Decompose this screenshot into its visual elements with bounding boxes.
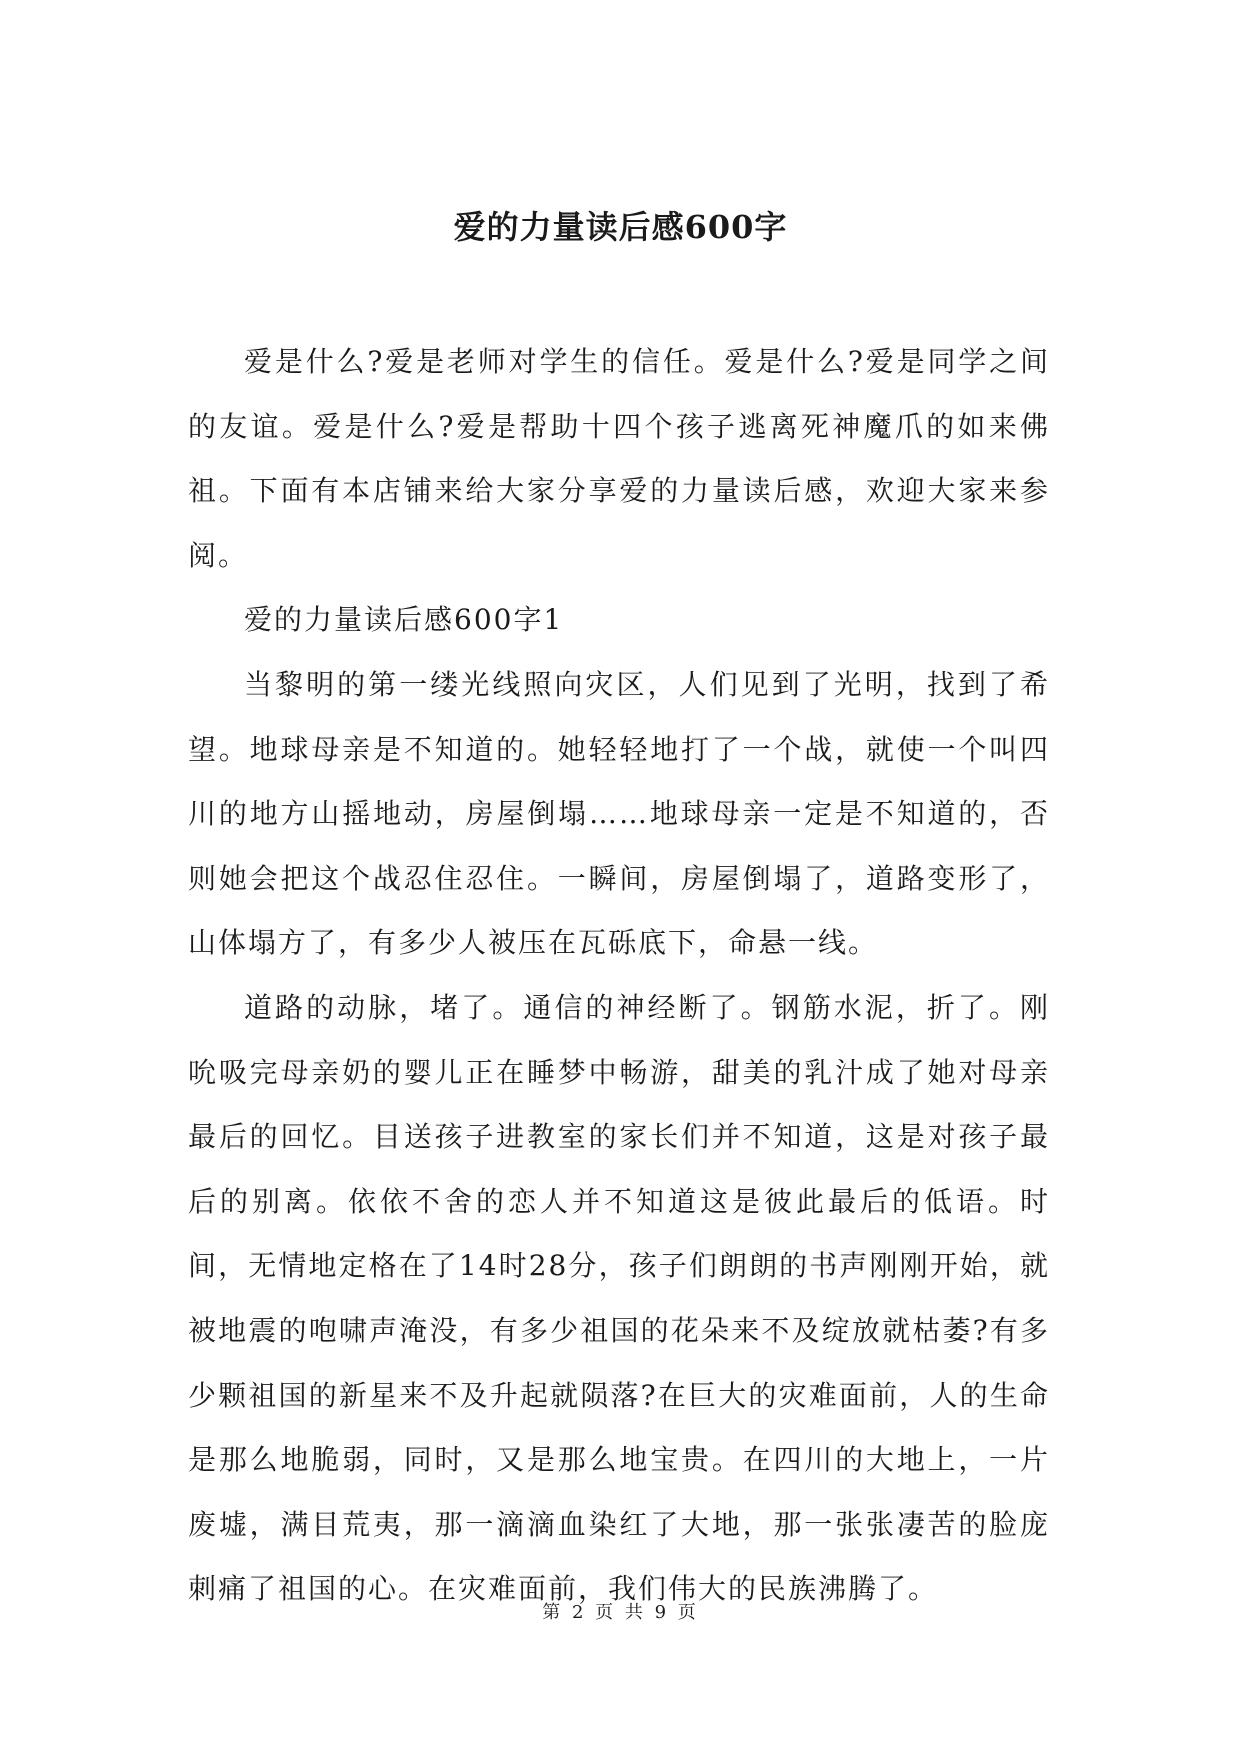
body-paragraph: 道路的动脉，堵了。通信的神经断了。钢筋水泥，折了。刚吮吸完母亲奶的婴儿正在睡梦中畅游，甜美的乳汁成了她对母亲最后的回忆。目送孩子进教室的家长们并不知道，这是对孩子最后的别离。依依不舍的恋人并不知道这是彼此最后的低语。时间，无情地定格在了14时28分，孩子们朗朗的书声刚刚开始，就被地震的咆啸声淹没，有多少祖国的花朵来不及绽放就枯萎?有多少颗祖国的新星来不及升起就陨落?在巨大的灾难面前，人的生命是那么地脆弱，同时，又是那么地宝贵。在四川的大地上，一片废墟，满目荒夷，那一滴滴血染红了大地，那一张张凄苦的脸庞刺痛了祖国的心。在灾难面前，我们伟大的民族沸腾了。: [188, 990, 1050, 1606]
body-paragraph: 当黎明的第一缕光线照向灾区，人们见到了光明，找到了希望。地球母亲是不知道的。她轻轻地打了一个战，就使一个叫四川的地方山摇地动，房屋倒塌……地球母亲一定是不知道的，否则她会把这个战忍住忍住。一瞬间，房屋倒塌了，道路变形了，山体塌方了，有多少人被压在瓦砾底下，命悬一线。: [188, 667, 1050, 960]
intro-paragraph: 爱是什么?爱是老师对学生的信任。爱是什么?爱是同学之间的友谊。爱是什么?爱是帮助十四个孩子逃离死神魔爪的如来佛祖。下面有本店铺来给大家分享爱的力量读后感，欢迎大家来参阅。: [188, 345, 1050, 572]
section-heading: 爱的力量读后感600字1: [244, 603, 564, 637]
document-body: [188, 330, 1050, 1622]
document-title: 爱的力量读后感600字: [453, 208, 788, 246]
page-number: 第 2 页 共 9 页: [542, 1602, 699, 1623]
